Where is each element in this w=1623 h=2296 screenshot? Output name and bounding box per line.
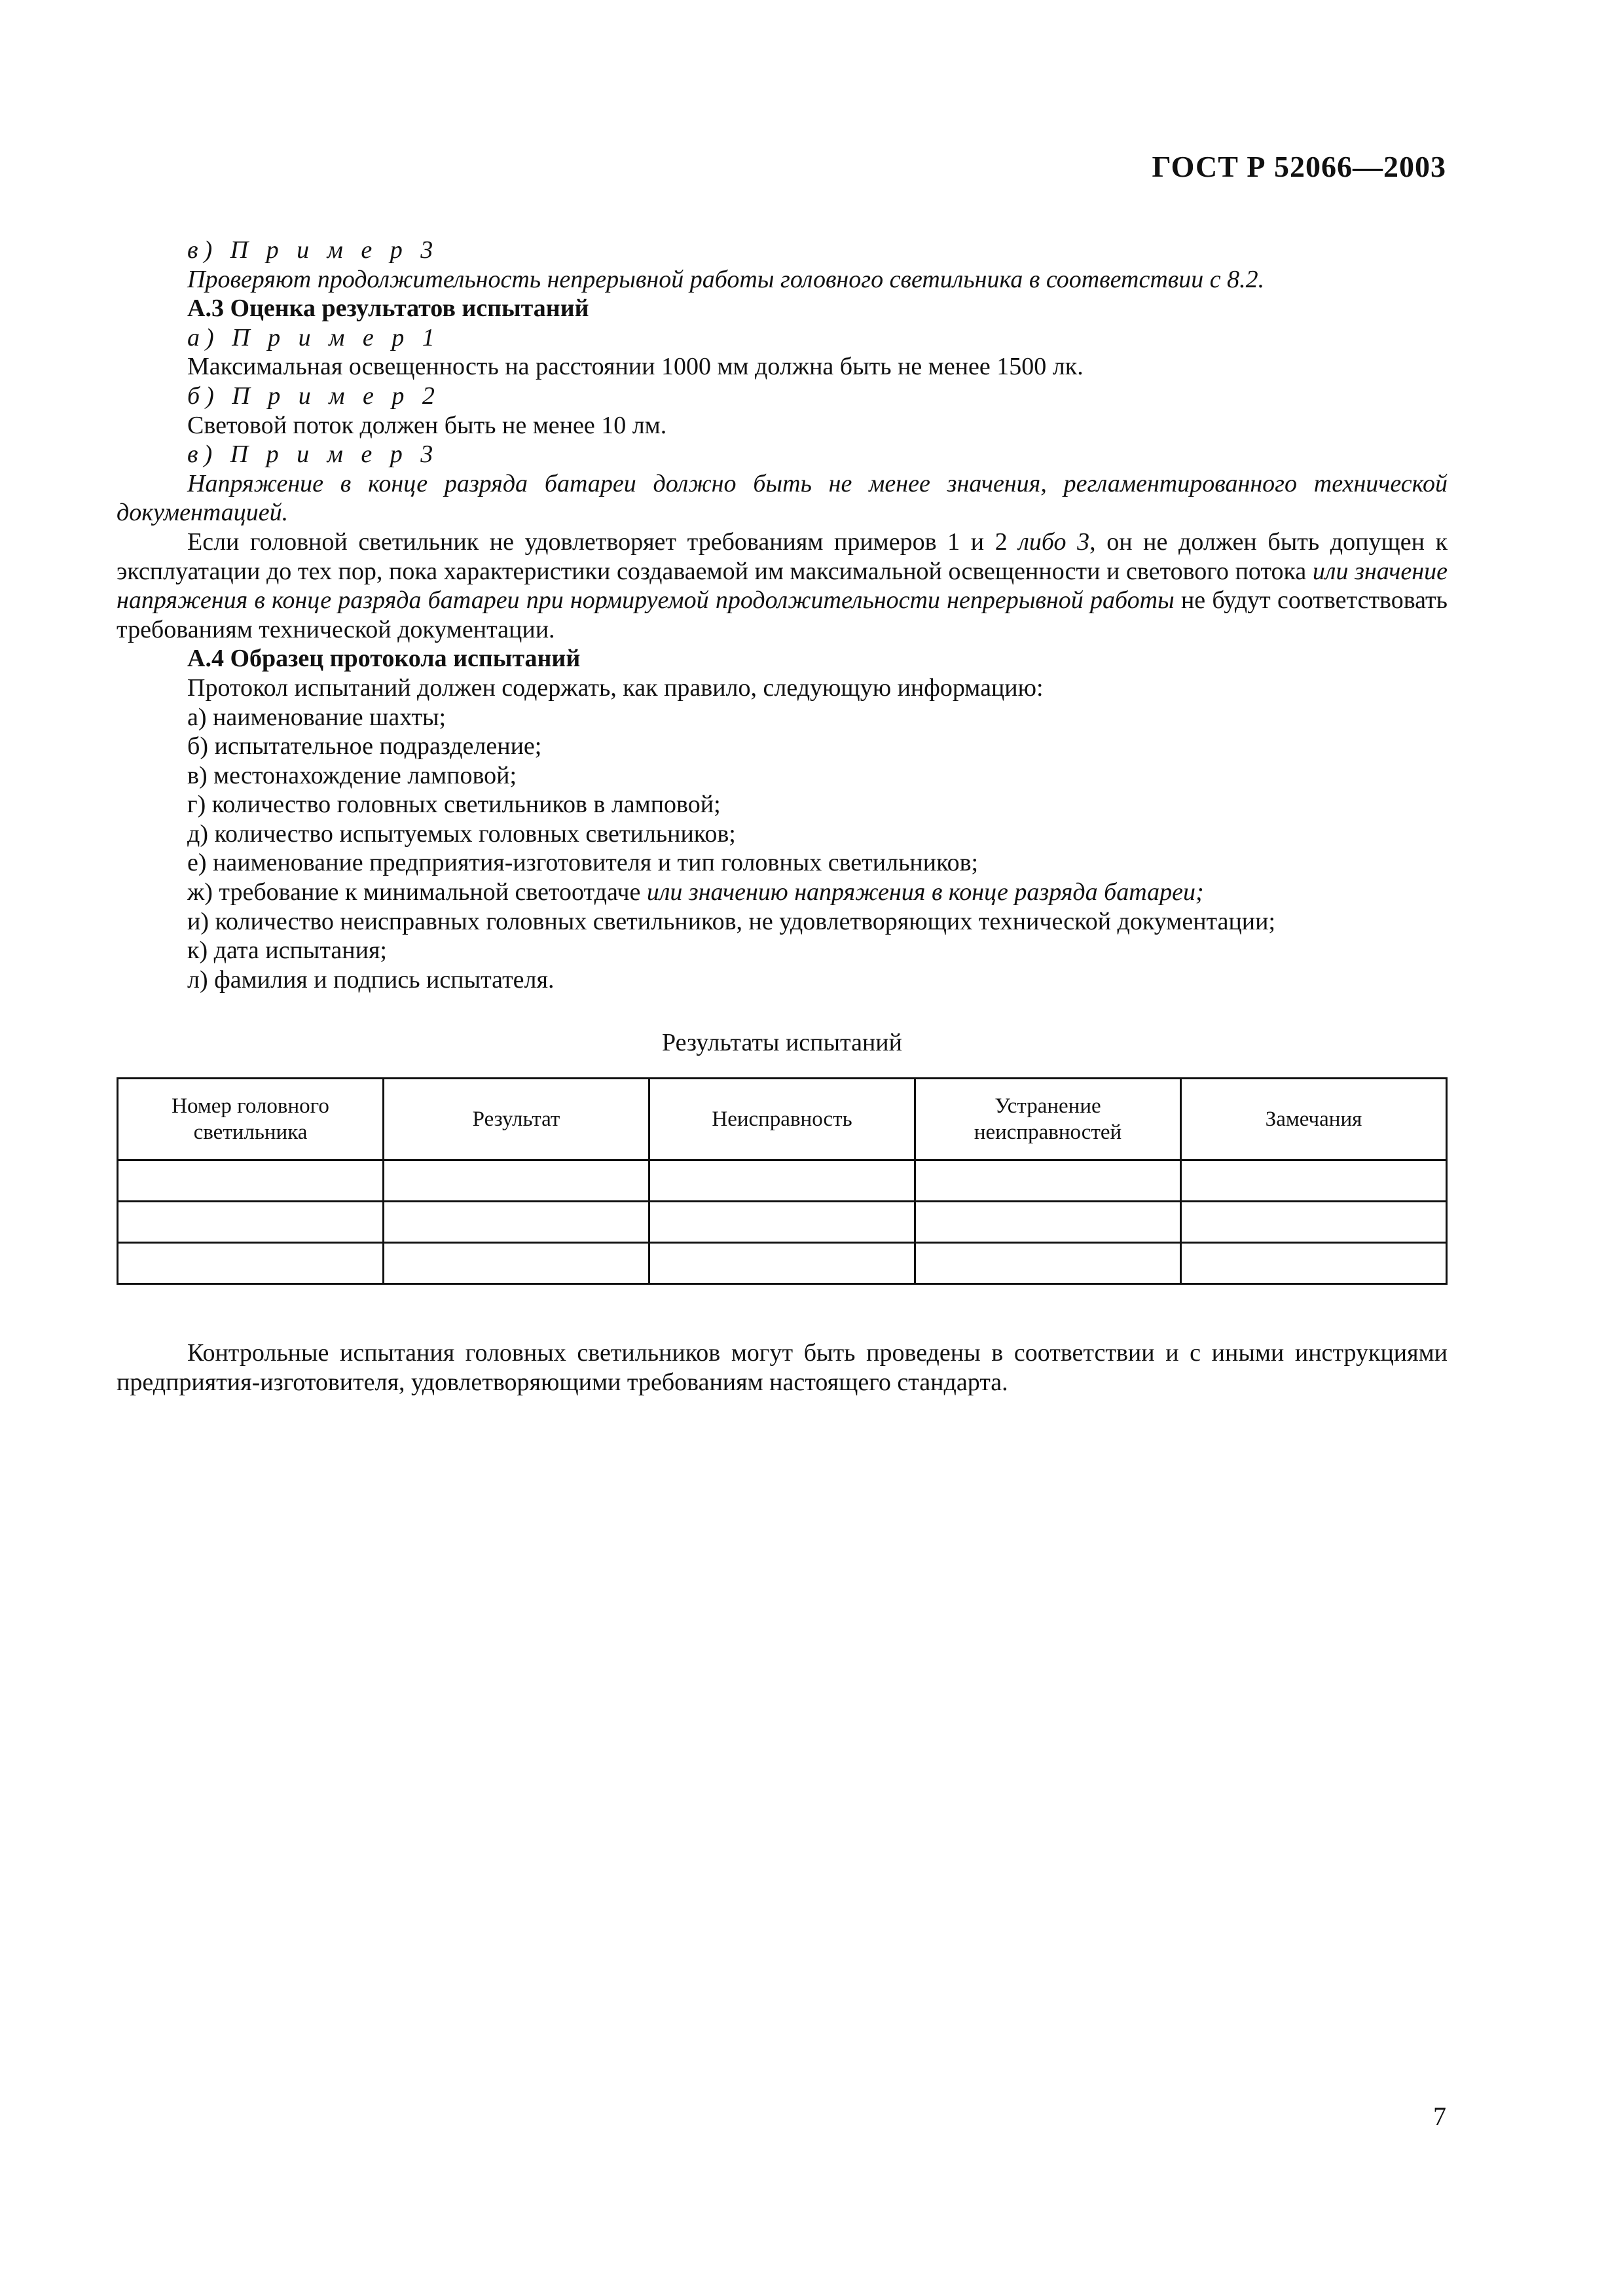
document-id: ГОСТ Р 52066—2003 [1152, 150, 1446, 183]
results-table [117, 1077, 1448, 1285]
list-item: в) местонахождение ламповой; [187, 761, 517, 789]
closing-paragraph: Контрольные испытания головных светильников могут быть проведены в соответствии и с иными инструкциями предприятия-изготовителя, удовлетворяющими требованиям настоящего стандарта. [117, 1339, 1448, 1396]
table-cell [915, 1160, 1181, 1202]
paragraph-segment: Если головной светильник не удовлетворяет требованиям примеров 1 и 2 [187, 528, 1019, 556]
table-cell [1181, 1243, 1447, 1284]
table-header-cell: Устранение неисправностей [915, 1079, 1181, 1160]
list-item-italic: или значению напряжения в конце разряда батареи; [646, 878, 1204, 906]
table-cell [649, 1202, 915, 1243]
table-row [118, 1202, 1447, 1243]
table-header-cell: Результат [384, 1079, 649, 1160]
list-item [117, 878, 1448, 907]
table-header-cell: Номер головного светильника [118, 1079, 384, 1160]
example-text: Напряжение в конце разряда батареи должно быть не менее значения, регламентированного технической документацией. [117, 469, 1448, 527]
list-item: г) количество головных светильников в ламповой; [187, 791, 721, 819]
list-item: е) наименование предприятия-изготовителя и тип головных светильников; [187, 849, 979, 877]
table-cell [915, 1243, 1181, 1284]
table-row [118, 1243, 1447, 1284]
list-item: а) наименование шахты; [187, 703, 447, 731]
paragraph-segment: не будут соответствовать требованиям технической документации. [117, 586, 1448, 643]
table-cell [384, 1160, 649, 1202]
example-text: Максимальная освещенность на расстоянии 1000 мм должна быть не менее 1500 лк. [187, 353, 1084, 381]
section-heading-a3: А.3 Оценка результатов испытаний [187, 295, 589, 323]
table-cell [384, 1243, 649, 1284]
table-header-row [118, 1079, 1447, 1160]
example-label: в) П р и м е р 3 [187, 236, 439, 264]
example-label: б) П р и м е р 2 [187, 382, 441, 410]
list-item: и) количество неисправных головных светильников, не удовлетворяющих технической документации; [187, 907, 1276, 935]
document-body [117, 236, 1448, 1397]
paragraph-segment-italic: либо 3 [1018, 528, 1090, 556]
example-label: а) П р и м е р 1 [187, 323, 441, 351]
protocol-intro: Протокол испытаний должен содержать, как правило, следующую информацию: [187, 673, 1044, 702]
list-item-text: ж) требование к минимальной светоотдаче [187, 878, 647, 906]
table-cell [118, 1243, 384, 1284]
table-cell [649, 1160, 915, 1202]
table-cell [384, 1202, 649, 1243]
example-label: в) П р и м е р 3 [187, 440, 439, 469]
list-item: б) испытательное подразделение; [187, 732, 542, 761]
table-header-cell: Замечания [1181, 1079, 1447, 1160]
paragraph-segment-italic: или значение напряжения в конце разряда батареи при нормируемой продолжительности непрерывной работы [117, 557, 1448, 615]
table-cell [1181, 1160, 1447, 1202]
example-text: Проверяют продолжительность непрерывной работы головного светильника в соответствии с 8.2. [187, 265, 1265, 293]
list-item: д) количество испытуемых головных светильников; [187, 819, 736, 848]
table-row [118, 1160, 1447, 1202]
table-cell [915, 1202, 1181, 1243]
example-text: Световой поток должен быть не менее 10 лм. [187, 411, 667, 439]
paragraph-requirements [117, 528, 1448, 644]
paragraph-segment: , он не должен быть допущен к эксплуатации до тех пор, пока характеристики создаваемой им максимальной освещенности и светового потока [117, 528, 1448, 585]
table-cell [118, 1160, 384, 1202]
list-item: к) дата испытания; [187, 937, 387, 965]
table-cell [1181, 1202, 1447, 1243]
page-number: 7 [1433, 2102, 1446, 2131]
table-header-cell: Неисправность [649, 1079, 915, 1160]
list-item: л) фамилия и подпись испытателя. [187, 965, 555, 994]
section-heading-a4: А.4 Образец протокола испытаний [187, 645, 581, 673]
table-cell [649, 1243, 915, 1284]
results-title: Результаты испытаний [662, 1029, 902, 1057]
table-cell [118, 1202, 384, 1243]
